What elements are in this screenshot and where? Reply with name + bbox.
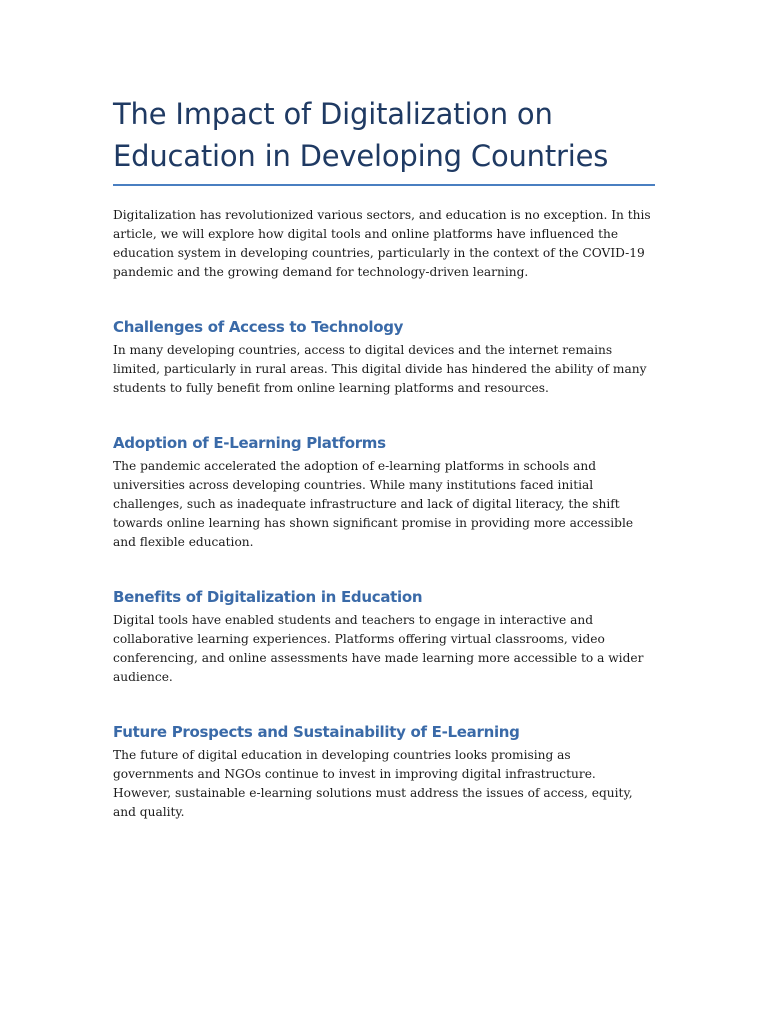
section-heading: Adoption of E-Learning Platforms: [113, 434, 386, 452]
section-body: The pandemic accelerated the adoption of e-learning platforms in schools and universities across developing countries. While many institutions faced initial challenges, such as inadequate infrastructure and lack of digital literacy, the shift towards online learning has shown significant promise in providing more accessible and flexible education.: [113, 459, 634, 549]
section-challenges-of-access: [113, 317, 655, 398]
document-title: The Impact of Digitalization on Education in Developing Countries: [113, 97, 609, 173]
section-body: The future of digital education in developing countries looks promising as governments and NGOs continue to invest in improving digital infrastructure. However, sustainable e-learning solutions must address the issues of access, equity, and quality.: [113, 748, 633, 819]
section-body: In many developing countries, access to digital devices and the internet remains limited, particularly in rural areas. This digital divide has hindered the ability of many students to fully benefit from online learning platforms and resources.: [113, 343, 647, 395]
section-future-prospects: [113, 722, 655, 822]
document-page: [113, 93, 655, 822]
section-heading: Future Prospects and Sustainability of E-Learning: [113, 723, 520, 741]
section-benefits-of-digitalization: [113, 587, 655, 687]
section-body: Digital tools have enabled students and teachers to engage in interactive and collaborative learning experiences. Platforms offering virtual classrooms, video conferencing, and online assessments have made learning more accessible to a wider audience.: [113, 613, 644, 684]
intro-paragraph: Digitalization has revolutionized various sectors, and education is no exception. In this article, we will explore how digital tools and online platforms have influenced the education system in developing countries, particularly in the context of the COVID-19 pandemic and the growing demand for technology-driven learning.: [113, 208, 651, 279]
section-heading: Benefits of Digitalization in Education: [113, 588, 423, 606]
section-heading: Challenges of Access to Technology: [113, 318, 404, 336]
title-underline-rule: [113, 184, 655, 186]
section-adoption-of-elearning: [113, 433, 655, 552]
